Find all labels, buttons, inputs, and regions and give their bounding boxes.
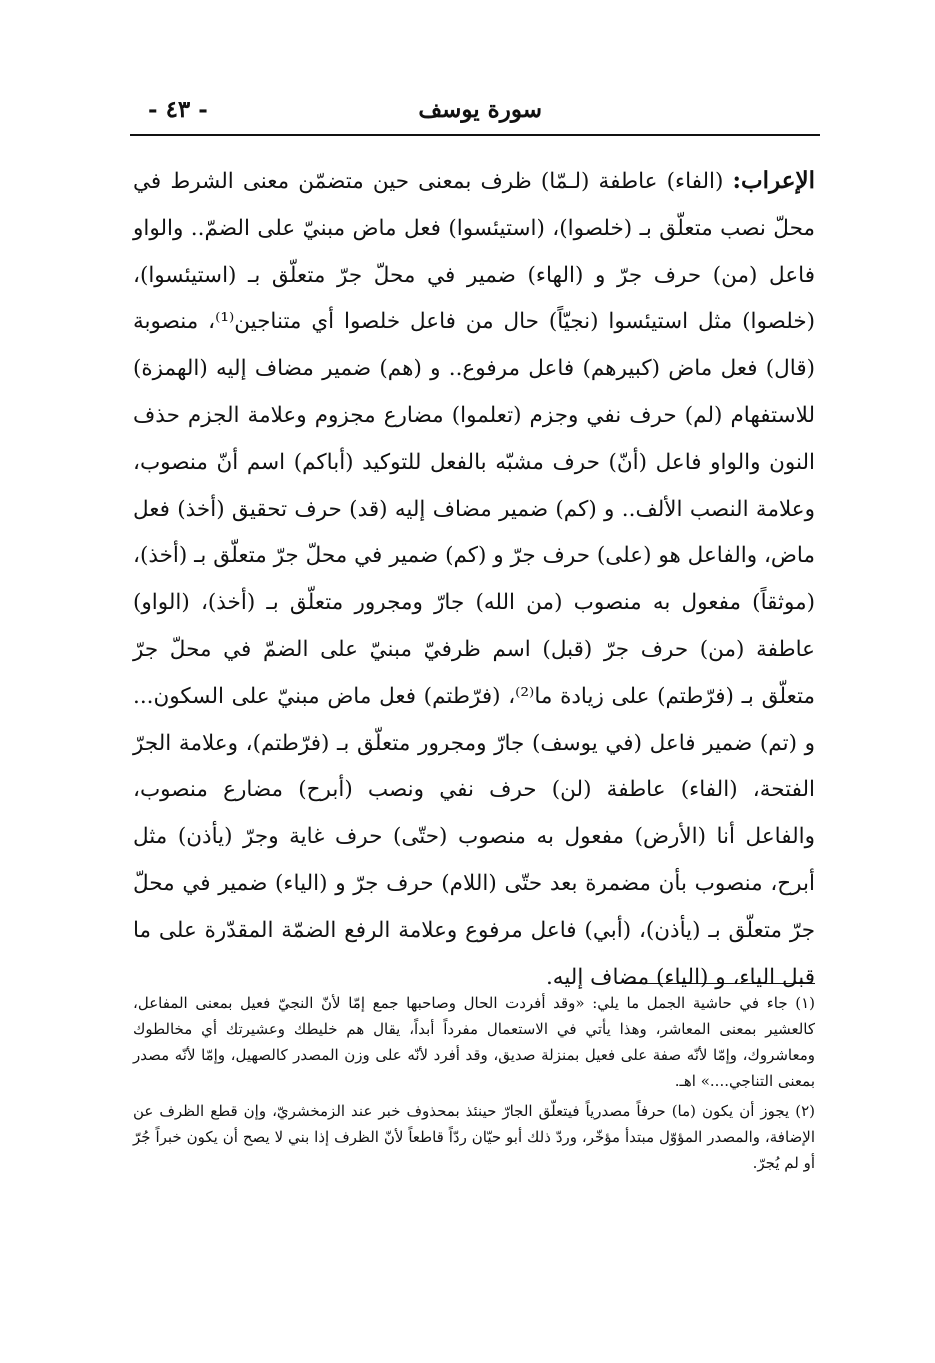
irab-text: (الفاء) عاطفة (لـمّا) ظرف بمعنى حين متضمّن معنى الشرط في محلّ نصب متعلّق بـ (خلصوا)، (استيئسوا) فعل ماض مبنيّ على الضمّ.. والواو فاعل (من) حرف جرّ و (الهاء) ضمير في محلّ جرّ متعلّق بـ (استيئسوا)، (خلصوا) مثل استيئسوا (نجيّاً) حال من فاعل خلصوا أي متناجين⁽¹⁾، منصوبة (قال) فعل ماض (كبيرهم) فاعل مرفوع.. و (هم) ضمير مضاف إليه (الهمزة) للاستفهام (لم) حرف نفي وجزم (تعلموا) مضارع مجزوم وعلامة الجزم حذف النون والواو فاعل (أنّ) حرف مشبّه بالفعل للتوكيد (أباكم) اسم أنّ منصوب، وعلامة النصب الألف.. و (كم) ضمير مضاف إليه (قد) حرف تحقيق (أخذ) فعل ماض، والفاعل هو (على) حرف جرّ و (كم) ضمير في محلّ جرّ متعلّق بـ (أخذ)، (موثقاً) مفعول به منصوب (من الله) جارّ ومجرور متعلّق بـ (أخذ)، (الواو) عاطفة (من) حرف جرّ (قبل) اسم ظرفيّ مبنيّ على الضمّ في محلّ جرّ متعلّق بـ (فرّطتم) على زيادة ما⁽²⁾، (فرّطتم) فعل ماض مبنيّ على السكون... و (تم) ضمير فاعل (في يوسف) جارّ ومجرور متعلّق بـ (فرّطتم)، وعلامة الجرّ الفتحة، (الفاء) عاطفة (لن) حرف نفي ونصب (أبرح) مضارع منصوب، والفاعل أنا (الأرض) مفعول به منصوب (حتّى) حرف غاية وجرّ (يأذن) مثل أبرح، منصوب بأن مضمرة بعد حتّى (اللام) حرف جرّ و (الياء) ضمير في محلّ جرّ متعلّق بـ (يأذن)، (أبي) فاعل مرفوع وعلامة الرفع الضمّة المقدّرة على ما قبل الياء، و (الياء) مضاف إليه. [133,169,816,990]
footnote-1: (١) جاء في حاشية الجمل ما يلي: «وقد أفردت الحال وصاحبها جمع إمّا لأنّ النجيّ فعيل بمعنى المفاعل، كالعشير بمعنى المعاشر، وهذا يأتي في الاستعمال مفرداً أبداً، يقال هم خليطك وعشيرتك أي مخالطوك ومعاشروك، وإمّا لأنّه صفة على فعيل بمنزلة صديق، وقد أفرد لأنّه على وزن المصدر كالصهيل، وإمّا لأنّه مصدر بمعنى التناجي....» اهـ. [133,994,815,1090]
page-number: - ٤٣ - [148,96,208,123]
page-header [130,94,820,134]
surah-title: سورة يوسف [418,96,542,123]
footnote-divider [625,983,815,984]
footnotes [133,990,815,1176]
irab-heading: الإعراب: [732,167,815,194]
footnote-2: (٢) يجوز أن يكون (ما) حرفاً مصدرياً فيتعلّق الجارّ حينئذ بمحذوف خبر عند الزمخشريّ، وإن قطع الظرف عن الإضافة، والمصدر المؤوّل مبتدأ مؤخّر، وردّ ذلك أبو حيّان ردّاً قاطعاً لأنّ الظرف إذا بني لا يصح أن يكون خبراً جُرّ أو لم يُجرّ. [133,1102,815,1172]
header-divider [130,134,820,136]
irab-paragraph [133,158,815,1001]
